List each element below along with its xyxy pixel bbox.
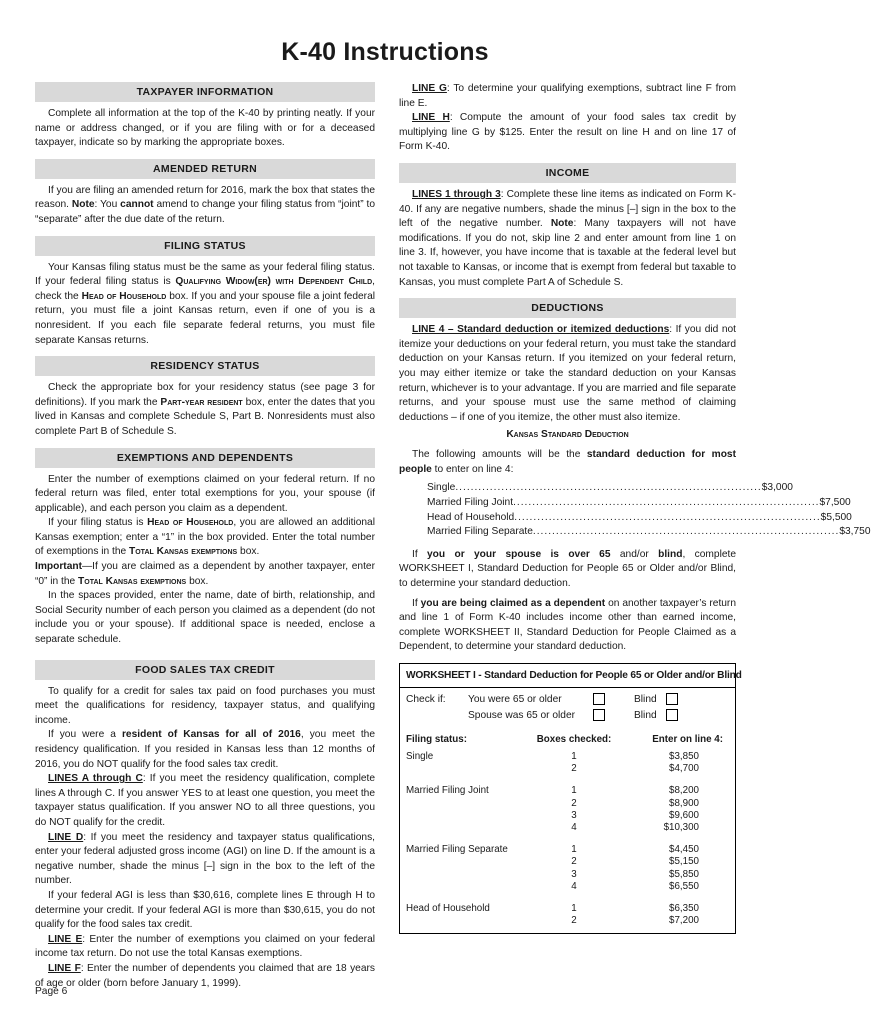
filing-status-text: Your Kansas filing status must be the same as your federal filing status. If your federal filing status is Qualifying Widow(er) with Dependent Child, check the Head of Household box. If you and your spouse file a joint federal return, you must file a joint Kansas return, even if one of you is a nonresident. If you each file separate federal returns, you must file separate Kansas returns.: [35, 261, 376, 346]
filing-status-heading: FILING STATUS: [35, 236, 375, 256]
food-lines-a-c: LINES A through C: If you meet the residency qualification, complete lines A through C. If you answer YES to at least one question, you meet the taxpayer status qualification. If you answer NO to all three questions, you do NOT qualify for the credit.: [35, 773, 375, 828]
residency-status-heading: RESIDENCY STATUS: [35, 356, 375, 376]
residency-status-text: Check the appropriate box for your residency status (see page 3 for definitions). If you mark the Part-year resident box, enter the dates that you lived in Kansas and complete Schedule S, Part B. Nonresidents must also complete Part B of Schedule S.: [35, 382, 375, 437]
income-heading: INCOME: [399, 163, 736, 183]
you-65-checkbox[interactable]: [593, 693, 605, 705]
page-number: Page 6: [35, 986, 68, 997]
amended-return-text: If you are filing an amended return for 2016, mark the box that states the reason. Note: You cannot amend to change your filing status from “joint” to “separate” after the due date of the return.: [35, 184, 376, 225]
amended-return-heading: AMENDED RETURN: [35, 159, 375, 179]
food-line-d: LINE D: If you meet the residency and taxpayer status qualifications, enter your federal adjusted gross income (AGI) on line D. If the amount is a negative number, shade the minus [–] sign in the box to the left of the number.: [35, 831, 375, 887]
table-row: Married Filing Separate 1 2 3 4 $4,450 $5,150 $5,850 $6,550: [406, 844, 699, 892]
you-65-label: You were 65 or older: [468, 694, 562, 705]
table-row: Single 1 2 $3,850 $4,700: [406, 751, 699, 775]
standard-deduction-intro: The following amounts will be the standard deduction for most people to enter on line 4:: [399, 449, 736, 475]
taxpayer-info-text: Complete all information at the top of the K-40 by printing neatly. If your name or address changed, or if you are filing with or for a deceased taxpayer, indicate so by marking the appropriate boxes.: [35, 108, 375, 149]
left-column: [35, 82, 375, 991]
taxpayer-info-heading: TAXPAYER INFORMATION: [35, 82, 375, 102]
dependent-text: If you are being claimed as a dependent on another taxpayer’s return and line 1 of Form K-40 includes income other than earned income, complete WORKSHEET II, Standard Deduction for People Claimed as a Dependent, to determine your standard deduction.: [399, 597, 736, 653]
right-column: [399, 82, 871, 934]
line-4-text: LINE 4 – Standard deduction or itemized deductions: If you did not itemize your deductions on your federal return, you must take the standard deduction on your Kansas return. If you itemized on your federal return, you may either itemize or take the standard deduction on your Kansas return, whichever is to your advantage. If you are married and file separate returns, and your spouse must use the same method of claiming deductions – if one of you itemize, the other must also itemize.: [399, 324, 736, 423]
food-line-e: LINE E: Enter the number of exemptions you claimed on your federal income tax return. Do not use the total Kansas exemptions.: [35, 933, 375, 960]
deduction-row-mfs: Married Filing Separate ................................................................................ $3,750: [427, 526, 871, 538]
kansas-standard-deduction-heading: Kansas Standard Deduction: [506, 429, 629, 441]
food-line-f: LINE F: Enter the number of dependents you claimed that are 18 years of age or older (born before January 1, 1999).: [35, 962, 375, 989]
worksheet-table: [406, 734, 729, 927]
table-row: Head of Household 1 2 $6,350 $7,200: [406, 903, 699, 927]
col-boxes-checked: Boxes checked:: [536, 734, 612, 745]
worksheet-1: [399, 663, 742, 934]
exemptions-heading: EXEMPTIONS AND DEPENDENTS: [35, 448, 375, 468]
worksheet-1-body: [400, 688, 735, 933]
blind-checkbox-2[interactable]: [666, 709, 678, 721]
col-enter-line-4: Enter on line 4:: [652, 734, 723, 745]
exemptions-text-2: If your filing status is Head of Household, you are allowed an additional Kansas exemption; enter a “1” in the box provided. Enter the total number of exemptions in the Total Kansas exemptions box. Important—If you are claimed as a dependent by another taxpayer, enter “0” in the Total Kansas exemptions box.: [35, 517, 375, 587]
spouse-65-checkbox[interactable]: [593, 709, 605, 721]
blind-checkbox-1[interactable]: [666, 693, 678, 705]
income-text: LINES 1 through 3: Complete these line items as indicated on Form K-40. If any are negative numbers, shade the minus [–] sign in the box to the left of the negative number. Note: Many taxpayers will not have modifications. If you do not, skip line 2 and enter amount from line 1 on line 3. If, however, you have income that is taxable at the federal level but not taxable to Kansas, or income that is exempt from federal but taxable to Kansas, you must complete Part A of Schedule S.: [399, 188, 736, 288]
exemptions-text-3: In the spaces provided, enter the name, date of birth, relationship, and Social Security number of each person you claimed as a dependent (do not include you or your spouse). If additional space is needed, enclose a separate schedule.: [35, 590, 375, 646]
worksheet-check-area: [406, 694, 729, 730]
standard-deduction-list: [427, 481, 871, 539]
spouse-65-label: Spouse was 65 or older: [468, 710, 576, 721]
col-filing-status: Filing status:: [406, 734, 467, 745]
worksheet-1-title: WORKSHEET I - Standard Deduction for People 65 or Older and/or Blind: [400, 664, 735, 688]
deductions-heading: DEDUCTIONS: [399, 298, 736, 318]
line-h-text: LINE H: Compute the amount of your food sales tax credit by multiplying line G by $125. Enter the result on line H and on line 17 of Form K-40.: [399, 112, 736, 153]
food-text-2: If you were a resident of Kansas for all of 2016, you meet the residency qualification. If you resided in Kansas less than 12 months of 2016, you do NOT qualify for the food sales tax credit.: [35, 729, 376, 770]
deduction-row-hoh: Head of Household ................................................................................ $5,500: [427, 511, 852, 523]
blind-label-2: Blind: [634, 710, 657, 721]
deduction-row-single: Single ................................................................................ $3,000: [427, 482, 793, 494]
food-sales-tax-heading: FOOD SALES TAX CREDIT: [35, 660, 375, 680]
table-row: Married Filing Joint 1 2 3 4 $8,200 $8,900 $9,600 $10,300: [406, 785, 699, 834]
exemptions-text-1: Enter the number of exemptions claimed on your federal return. If no federal return was filed, enter total exemptions for you, your spouse (if applicable), and each person you claim as a dependent.: [35, 473, 375, 514]
over-65-blind-text: If you or your spouse is over 65 and/or blind, complete WORKSHEET I, Standard Deduction for People 65 or Older and/or Blind, to determine your standard deduction.: [399, 548, 736, 590]
check-if-label: Check if:: [406, 694, 446, 705]
food-text-1: To qualify for a credit for sales tax paid on food purchases you must meet the qualifications for residency, taxpayer status, and qualifying income.: [35, 685, 375, 726]
food-agi-text: If your federal AGI is less than $30,616, complete lines E through H to determine your credit. If your federal AGI is more than $30,615, you do not qualify for the food sales tax credit.: [35, 889, 375, 931]
blind-label-1: Blind: [634, 694, 657, 705]
page-title: K-40 Instructions: [281, 38, 489, 66]
deduction-row-mfj: Married Filing Joint ................................................................................ $7,500: [427, 497, 851, 509]
line-g-text: LINE G: To determine your qualifying exemptions, subtract line F from line E.: [399, 83, 736, 109]
